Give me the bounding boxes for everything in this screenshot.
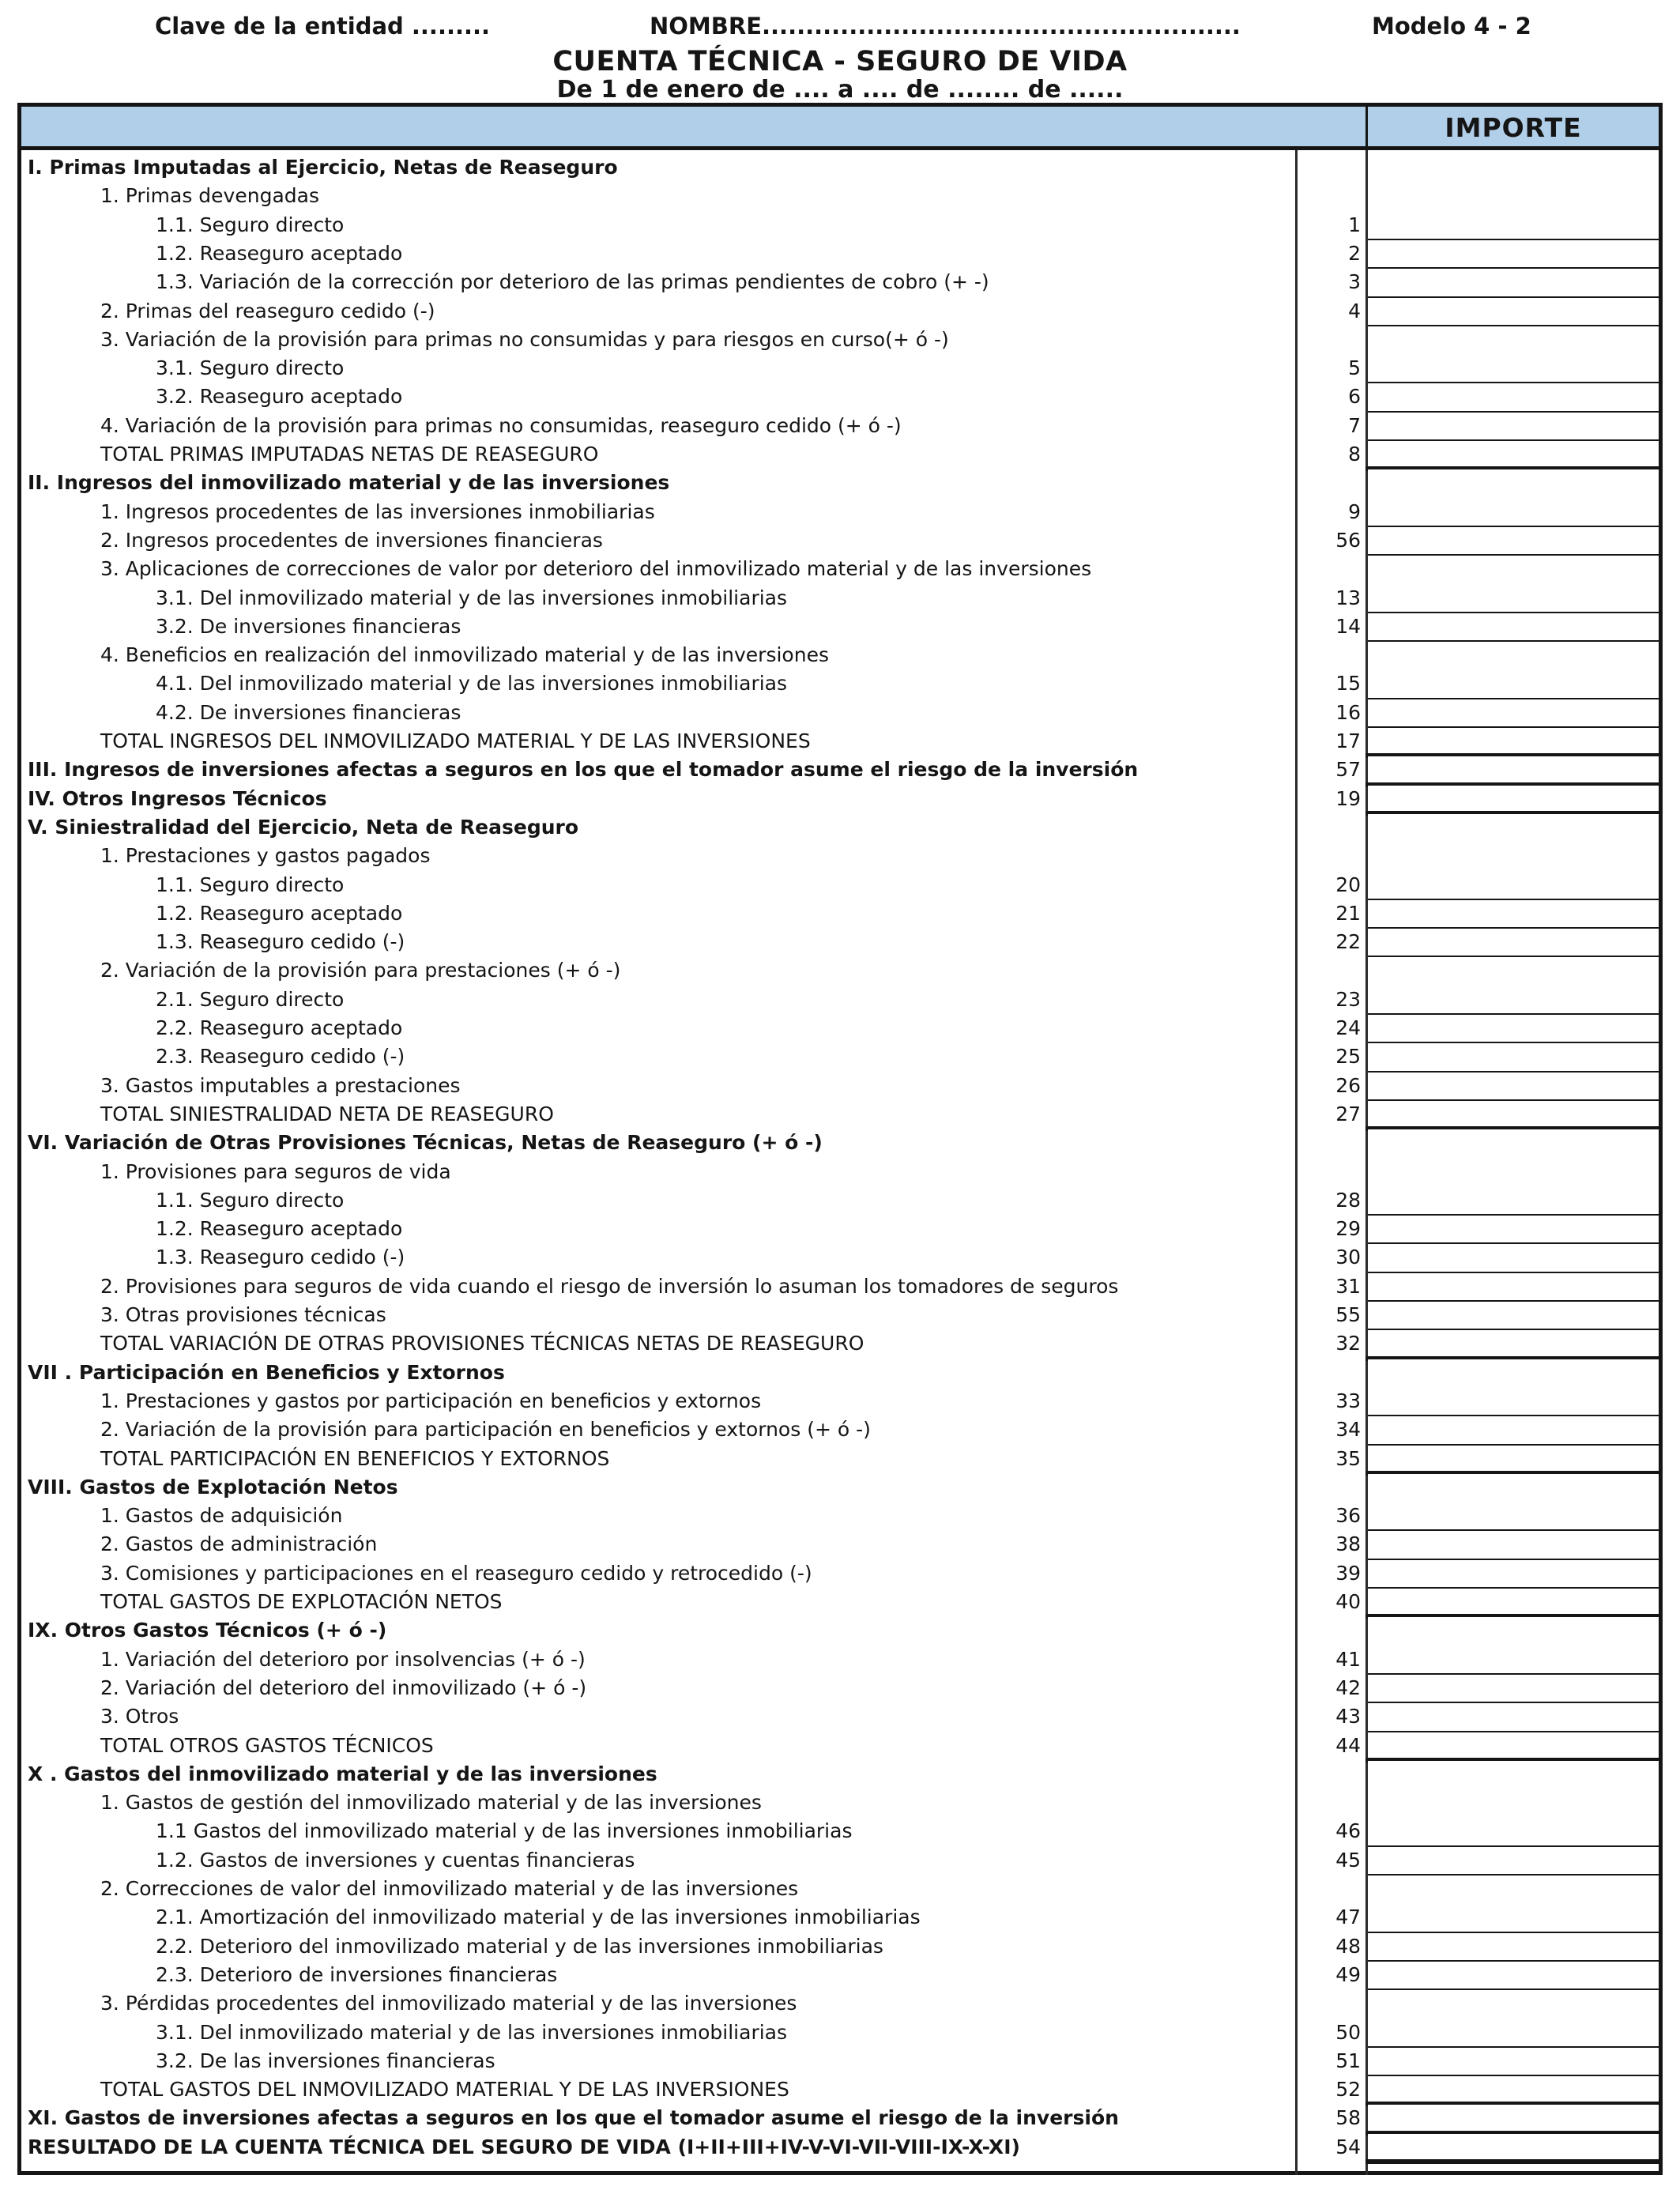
row-description: 2. Correcciones de valor del inmovilizado material y de las inversiones xyxy=(100,1877,799,1900)
row-description: 2. Variación de la provisión para participación en beneficios y extornos (+ ó -) xyxy=(100,1418,871,1442)
row-code: 51 xyxy=(1335,2049,1361,2072)
row-description: 2.3. Reaseguro cedido (-) xyxy=(156,1045,405,1069)
amount-field-46[interactable] xyxy=(1368,1761,1659,1847)
row-code: 43 xyxy=(1335,1705,1361,1728)
amount-field-38[interactable] xyxy=(1368,1531,1659,1559)
amount-field-43[interactable] xyxy=(1368,1703,1659,1732)
row-code: 50 xyxy=(1335,2020,1361,2044)
row-code: 33 xyxy=(1335,1389,1361,1412)
amount-field-5[interactable] xyxy=(1368,326,1659,384)
row-code: 17 xyxy=(1335,729,1361,752)
amount-field-48[interactable] xyxy=(1368,1933,1659,1962)
amount-field-6[interactable] xyxy=(1368,383,1659,412)
amount-field-4[interactable] xyxy=(1368,298,1659,326)
row-description: TOTAL SINIESTRALIDAD NETA DE REASEGURO xyxy=(100,1102,554,1125)
row-description: 1. Prestaciones y gastos pagados xyxy=(100,844,431,868)
row-description: II. Ingresos del inmovilizado material y de las inversiones xyxy=(28,471,670,495)
row-code: 54 xyxy=(1335,2135,1361,2158)
row-description: XI. Gastos de inversiones afectas a seguros en los que el tomador asume el riesgo de la inversión xyxy=(28,2106,1119,2130)
row-description: 1.1. Seguro directo xyxy=(156,1188,345,1212)
row-code: 21 xyxy=(1335,901,1361,925)
amount-field-40[interactable] xyxy=(1368,1589,1659,1617)
row-description: 1.2. Reaseguro aceptado xyxy=(156,901,403,925)
amount-field-19[interactable] xyxy=(1368,786,1659,814)
row-code: 46 xyxy=(1335,1819,1361,1843)
row-description: IX. Otros Gastos Técnicos (+ ó -) xyxy=(28,1619,387,1642)
amount-field-33[interactable] xyxy=(1368,1359,1659,1417)
row-description: 1. Variación del deterioro por insolvencias (+ ó -) xyxy=(100,1647,586,1671)
amount-field-20[interactable] xyxy=(1368,814,1659,900)
technical-account-table xyxy=(17,103,1663,2175)
row-code: 8 xyxy=(1348,443,1361,466)
amount-field-34[interactable] xyxy=(1368,1416,1659,1445)
amount-field-44[interactable] xyxy=(1368,1732,1659,1761)
row-code: 14 xyxy=(1335,614,1361,638)
row-code: 29 xyxy=(1335,1217,1361,1241)
amount-field-35[interactable] xyxy=(1368,1446,1659,1474)
row-description: 2.2. Reaseguro aceptado xyxy=(156,1016,403,1039)
amount-field-57[interactable] xyxy=(1368,756,1659,785)
row-code: 35 xyxy=(1335,1446,1361,1470)
amount-field-23[interactable] xyxy=(1368,957,1659,1015)
row-description: 3. Variación de la provisión para primas no consumidas y para riesgos en curso(+ ó -) xyxy=(100,327,949,351)
row-description: 1.1 Gastos del inmovilizado material y de las inversiones inmobiliarias xyxy=(156,1819,853,1843)
row-description: 2. Variación del deterioro del inmovilizado (+ ó -) xyxy=(100,1676,587,1699)
amount-field-14[interactable] xyxy=(1368,613,1659,642)
row-description: 2. Variación de la provisión para prestaciones (+ ó -) xyxy=(100,959,621,982)
amount-field-36[interactable] xyxy=(1368,1474,1659,1532)
row-code: 31 xyxy=(1335,1274,1361,1298)
row-code: 42 xyxy=(1335,1676,1361,1699)
amount-field-29[interactable] xyxy=(1368,1216,1659,1244)
row-code: 24 xyxy=(1335,1016,1361,1039)
row-description: TOTAL OTROS GASTOS TÉCNICOS xyxy=(100,1733,434,1757)
row-code: 52 xyxy=(1335,2078,1361,2102)
row-description: 4. Variación de la provisión para primas no consumidas, reaseguro cedido (+ ó -) xyxy=(100,413,902,437)
amount-field-15[interactable] xyxy=(1368,642,1659,699)
amount-field-8[interactable] xyxy=(1368,441,1659,469)
row-description: IV. Otros Ingresos Técnicos xyxy=(28,786,327,810)
row-code: 15 xyxy=(1335,672,1361,696)
amount-field-21[interactable] xyxy=(1368,900,1659,929)
row-code: 57 xyxy=(1335,758,1361,782)
row-description: 3.2. Reaseguro aceptado xyxy=(156,385,403,409)
row-description: 3. Pérdidas procedentes del inmovilizado material y de las inversiones xyxy=(100,1992,797,2015)
row-description: RESULTADO DE LA CUENTA TÉCNICA DEL SEGURO DE VIDA (I+II+III+IV-V-VI-VII-VIII-IX-X-XI) xyxy=(28,2135,1020,2158)
row-description: 2. Gastos de administración xyxy=(100,1532,378,1556)
row-code: 56 xyxy=(1335,528,1361,552)
row-description: VII . Participación en Beneficios y Extornos xyxy=(28,1360,505,1384)
importe-column-header: IMPORTE xyxy=(1365,107,1659,146)
row-code: 30 xyxy=(1335,1246,1361,1269)
entity-key-label: Clave de la entidad ......... xyxy=(155,13,491,40)
amount-field-42[interactable] xyxy=(1368,1675,1659,1703)
amount-field-25[interactable] xyxy=(1368,1043,1659,1072)
amount-field-1[interactable] xyxy=(1368,151,1659,240)
row-code: 34 xyxy=(1335,1418,1361,1442)
row-description: 1.3. Reaseguro cedido (-) xyxy=(156,930,405,954)
row-description: 3.2. De inversiones financieras xyxy=(156,614,461,638)
row-description: 1. Ingresos procedentes de las inversiones inmobiliarias xyxy=(100,499,655,523)
row-code: 4 xyxy=(1348,299,1361,322)
amount-field-26[interactable] xyxy=(1368,1072,1659,1101)
period-subtitle: De 1 de enero de .... a .... de ........ de ...... xyxy=(556,76,1124,104)
row-description: 2.2. Deterioro del inmovilizado material y de las inversiones inmobiliarias xyxy=(156,1934,883,1958)
row-code: 32 xyxy=(1335,1332,1361,1355)
amount-field-50[interactable] xyxy=(1368,1990,1659,2048)
row-code: 16 xyxy=(1335,700,1361,724)
row-code: 26 xyxy=(1335,1073,1361,1097)
entity-name-label: NOMBRE....................................................... xyxy=(650,13,1241,40)
row-code: 49 xyxy=(1335,1962,1361,1986)
row-code: 1 xyxy=(1348,213,1361,236)
amount-field-13[interactable] xyxy=(1368,556,1659,613)
row-code: 44 xyxy=(1335,1733,1361,1757)
row-description: 1.1. Seguro directo xyxy=(156,873,345,896)
amount-field-2[interactable] xyxy=(1368,240,1659,269)
row-code: 41 xyxy=(1335,1647,1361,1671)
row-description: 1.3. Variación de la corrección por deterioro de las primas pendientes de cobro (+ -) xyxy=(156,270,989,294)
row-code: 27 xyxy=(1335,1102,1361,1125)
amount-field-9[interactable] xyxy=(1368,469,1659,527)
row-description: TOTAL PARTICIPACIÓN EN BENEFICIOS Y EXTORNOS xyxy=(100,1446,610,1470)
amount-field-17[interactable] xyxy=(1368,728,1659,756)
row-description: 2.1. Seguro directo xyxy=(156,987,345,1011)
row-description: 2.3. Deterioro de inversiones financieras xyxy=(156,1962,558,1986)
row-code: 9 xyxy=(1348,499,1361,523)
row-description: 4.1. Del inmovilizado material y de las inversiones inmobiliarias xyxy=(156,672,788,696)
amount-field-51[interactable] xyxy=(1368,2048,1659,2076)
amount-field-28[interactable] xyxy=(1368,1129,1659,1216)
row-code: 58 xyxy=(1335,2106,1361,2130)
row-code: 28 xyxy=(1335,1188,1361,1212)
row-code: 23 xyxy=(1335,987,1361,1011)
row-code: 3 xyxy=(1348,270,1361,294)
row-code: 39 xyxy=(1335,1561,1361,1585)
amount-field-52[interactable] xyxy=(1368,2076,1659,2105)
row-description: 3. Gastos imputables a prestaciones xyxy=(100,1073,461,1097)
row-description: 1.3. Reaseguro cedido (-) xyxy=(156,1246,405,1269)
amount-field-30[interactable] xyxy=(1368,1244,1659,1272)
row-description: 3. Otras provisiones técnicas xyxy=(100,1303,386,1326)
row-description: V. Siniestralidad del Ejercicio, Neta de Reaseguro xyxy=(28,815,579,839)
row-code: 45 xyxy=(1335,1848,1361,1872)
row-description: VI. Variación de Otras Provisiones Técnicas, Netas de Reaseguro (+ ó -) xyxy=(28,1131,823,1155)
row-code: 20 xyxy=(1335,873,1361,896)
row-code: 5 xyxy=(1348,356,1361,380)
row-description: I. Primas Imputadas al Ejercicio, Netas de Reaseguro xyxy=(28,156,618,179)
row-description: 2.1. Amortización del inmovilizado material y de las inversiones inmobiliarias xyxy=(156,1906,921,1929)
amount-field-47[interactable] xyxy=(1368,1875,1659,1933)
page-title: CUENTA TÉCNICA - SEGURO DE VIDA xyxy=(552,46,1128,77)
row-description: 1.2. Gastos de inversiones y cuentas financieras xyxy=(156,1848,635,1872)
amount-field-16[interactable] xyxy=(1368,699,1659,728)
row-description: 1. Gastos de gestión del inmovilizado material y de las inversiones xyxy=(100,1791,762,1815)
row-description: TOTAL INGRESOS DEL INMOVILIZADO MATERIAL Y DE LAS INVERSIONES xyxy=(100,729,811,752)
amount-field-55[interactable] xyxy=(1368,1302,1659,1330)
row-description: 3.1. Seguro directo xyxy=(156,356,345,380)
row-code: 6 xyxy=(1348,385,1361,409)
row-description: TOTAL GASTOS DE EXPLOTACIÓN NETOS xyxy=(100,1590,503,1613)
row-description: 1.2. Reaseguro aceptado xyxy=(156,1217,403,1241)
row-description: X . Gastos del inmovilizado material y de las inversiones xyxy=(28,1762,657,1785)
row-code: 47 xyxy=(1335,1906,1361,1929)
row-description: 3. Otros xyxy=(100,1705,179,1728)
amount-field-7[interactable] xyxy=(1368,413,1659,441)
row-description: 2. Provisiones para seguros de vida cuando el riesgo de inversión lo asuman los tomadores de seguros xyxy=(100,1274,1119,1298)
row-description: 1. Provisiones para seguros de vida xyxy=(100,1159,451,1183)
row-code: 22 xyxy=(1335,930,1361,954)
row-code: 40 xyxy=(1335,1590,1361,1613)
row-description: 3. Comisiones y participaciones en el reaseguro cedido y retrocedido (-) xyxy=(100,1561,812,1585)
row-code: 25 xyxy=(1335,1045,1361,1069)
row-description: 1. Gastos de adquisición xyxy=(100,1504,343,1528)
row-code: 13 xyxy=(1335,586,1361,609)
table-header xyxy=(21,107,1659,150)
row-description: 3.1. Del inmovilizado material y de las inversiones inmobiliarias xyxy=(156,586,788,609)
amount-field-31[interactable] xyxy=(1368,1273,1659,1302)
form-header xyxy=(0,13,1680,44)
amount-field-45[interactable] xyxy=(1368,1847,1659,1875)
amount-field-41[interactable] xyxy=(1368,1617,1659,1675)
row-description: VIII. Gastos de Explotación Netos xyxy=(28,1475,398,1498)
row-description: 2. Primas del reaseguro cedido (-) xyxy=(100,299,435,322)
row-code: 19 xyxy=(1335,786,1361,810)
row-description: 1. Prestaciones y gastos por participación en beneficios y extornos xyxy=(100,1389,762,1412)
row-code: 55 xyxy=(1335,1303,1361,1326)
row-description: 3.1. Del inmovilizado material y de las inversiones inmobiliarias xyxy=(156,2020,788,2044)
row-description: 3. Aplicaciones de correcciones de valor por deterioro del inmovilizado material y de las inversiones xyxy=(100,557,1092,581)
row-code: 7 xyxy=(1348,413,1361,437)
row-description: 4. Beneficios en realización del inmovilizado material y de las inversiones xyxy=(100,643,829,667)
amount-field-58[interactable] xyxy=(1368,2105,1659,2133)
amount-field-3[interactable] xyxy=(1368,269,1659,297)
amount-field-24[interactable] xyxy=(1368,1015,1659,1043)
row-description: III. Ingresos de inversiones afectas a seguros en los que el tomador asume el riesgo de la inversión xyxy=(28,758,1139,782)
row-description: 1.2. Reaseguro aceptado xyxy=(156,241,403,265)
row-code: 38 xyxy=(1335,1532,1361,1556)
row-description: 2. Ingresos procedentes de inversiones financieras xyxy=(100,528,603,552)
row-code: 48 xyxy=(1335,1934,1361,1958)
model-number: Modelo 4 - 2 xyxy=(1372,13,1531,40)
row-description: TOTAL PRIMAS IMPUTADAS NETAS DE REASEGURO xyxy=(100,443,599,466)
row-description: 3.2. De las inversiones financieras xyxy=(156,2049,495,2072)
amount-field-27[interactable] xyxy=(1368,1101,1659,1129)
row-code: 36 xyxy=(1335,1504,1361,1528)
row-description: TOTAL GASTOS DEL INMOVILIZADO MATERIAL Y DE LAS INVERSIONES xyxy=(100,2078,789,2102)
row-description: 4.2. De inversiones financieras xyxy=(156,700,461,724)
amount-field-54[interactable] xyxy=(1368,2134,1659,2162)
amount-field-49[interactable] xyxy=(1368,1962,1659,1990)
row-description: 1. Primas devengadas xyxy=(100,184,319,208)
row-code: 2 xyxy=(1348,241,1361,265)
row-description: 1.1. Seguro directo xyxy=(156,213,345,236)
amount-field-56[interactable] xyxy=(1368,527,1659,556)
amount-field-39[interactable] xyxy=(1368,1560,1659,1589)
amount-field-32[interactable] xyxy=(1368,1330,1659,1359)
row-description: TOTAL VARIACIÓN DE OTRAS PROVISIONES TÉCNICAS NETAS DE REASEGURO xyxy=(100,1332,864,1355)
amount-field-22[interactable] xyxy=(1368,929,1659,957)
section-divider xyxy=(1365,2159,1659,2164)
